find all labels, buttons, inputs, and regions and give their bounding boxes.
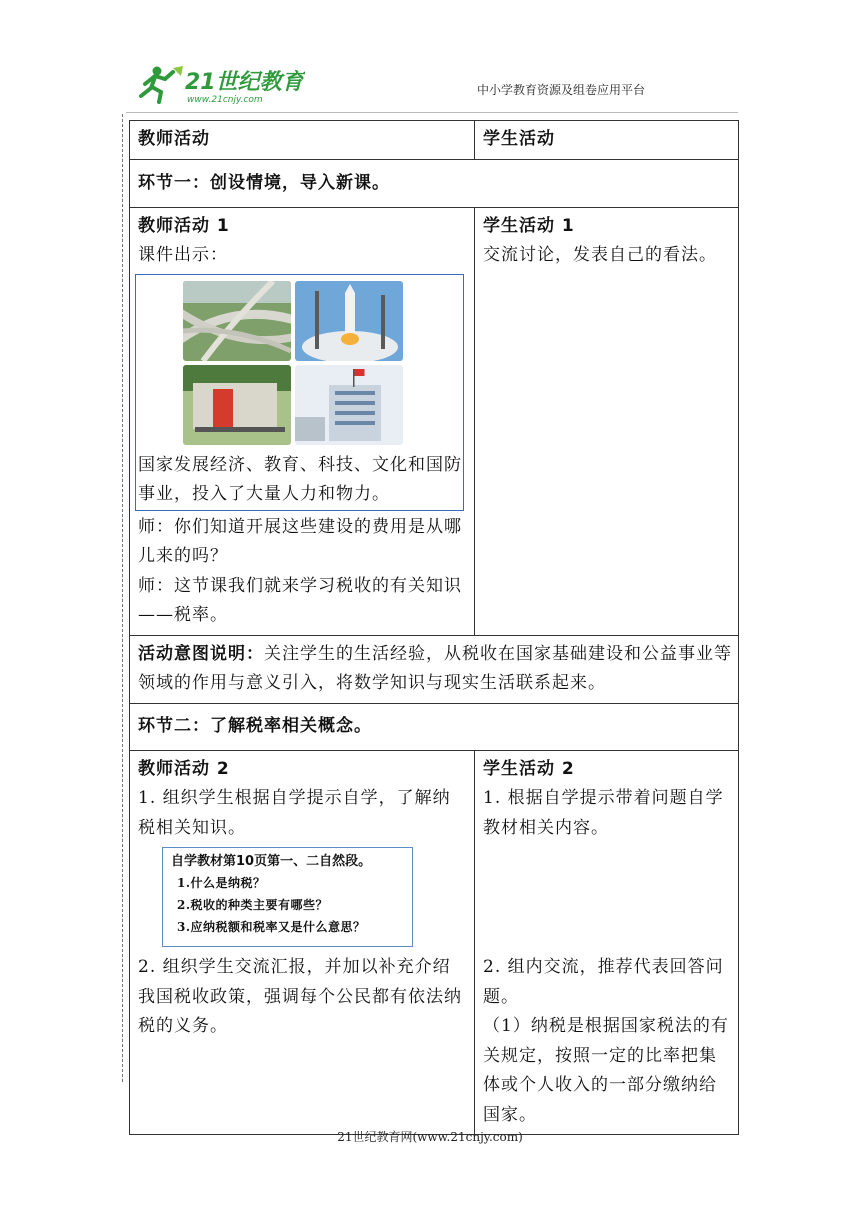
student-activity-2 xyxy=(475,750,739,1135)
svg-text:www.21cnjy.com: www.21cnjy.com xyxy=(187,95,263,105)
courseware-frame xyxy=(135,274,464,511)
self-study-tip-box xyxy=(162,847,413,947)
runner-icon xyxy=(141,66,183,102)
teacher-activity-2-title: 教师活动 2 xyxy=(138,758,230,779)
student-activity-2-step-2: 2. 组内交流，推荐代表回答问题。 xyxy=(483,957,724,1007)
teacher-question-2: 师：这节课我们就来学习税收的有关知识——税率。 xyxy=(138,575,462,625)
student-activity-1-title: 学生活动 1 xyxy=(483,215,575,236)
tip-question-3: 3.应纳税额和税率又是什么意思？ xyxy=(177,920,366,934)
binding-line xyxy=(122,114,124,1082)
courseware-label: 课件出示： xyxy=(138,245,228,265)
teacher-column-header: 教师活动 xyxy=(130,121,475,160)
page-footer[interactable]: 21世纪教育网(www.21cnjy.com) xyxy=(337,1130,523,1144)
student-column-header: 学生活动 xyxy=(475,121,739,160)
lesson-table xyxy=(129,120,739,1135)
spacer xyxy=(483,843,732,953)
intent-label: 活动意图说明： xyxy=(138,643,264,664)
highway-interchange-image xyxy=(183,281,291,361)
rocket-launch-image xyxy=(295,281,403,361)
student-activity-1-text: 交流讨论，发表自己的看法。 xyxy=(483,245,717,265)
platform-name: 中小学教育资源及组卷应用平台 xyxy=(476,83,645,97)
student-activity-2-step-1: 1. 根据自学提示带着问题自学教材相关内容。 xyxy=(483,788,724,838)
school-building-image xyxy=(295,365,403,445)
student-activity-1 xyxy=(475,207,739,635)
brand-logo[interactable] xyxy=(135,62,305,106)
student-activity-2-title: 学生活动 2 xyxy=(483,758,575,779)
courseware-caption: 国家发展经济、教育、科技、文化和国防事业，投入了大量人力和物力。 xyxy=(138,454,462,504)
activity-intent xyxy=(130,635,739,703)
tip-question-1: 1.什么是纳税？ xyxy=(177,876,266,890)
stage-two-heading: 环节二：了解税率相关概念。 xyxy=(130,703,739,750)
header-divider xyxy=(126,112,738,113)
tip-title: 自学教材第10页第一、二自然段。 xyxy=(171,854,372,869)
tip-question-2: 2.税收的种类主要有哪些？ xyxy=(177,898,329,912)
stage-one-heading: 环节一：创设情境，导入新课。 xyxy=(130,159,739,207)
teacher-activity-2-step-1: 1. 组织学生根据自学提示自学，了解纳税相关知识。 xyxy=(138,788,451,838)
container-school-image xyxy=(183,365,291,445)
teacher-activity-2 xyxy=(130,750,475,1135)
student-activity-2-answer-1: （1）纳税是根据国家税法的有关规定，按照一定的比率把集体或个人收入的一部分缴纳给国家。 xyxy=(483,1016,729,1125)
intent-text: 关注学生的生活经验，从税收在国家基础建设和公益事业等领域的作用与意义引入，将数学知识与现实生活联系起来。 xyxy=(138,643,732,693)
teacher-activity-1-title: 教师活动 1 xyxy=(138,215,230,236)
teacher-activity-1 xyxy=(130,207,475,635)
teacher-activity-2-step-2: 2. 组织学生交流汇报，并加以补充介绍我国税收政策，强调每个公民都有依法纳税的义务。 xyxy=(138,957,462,1036)
photo-grid xyxy=(183,281,463,445)
svg-text:21世纪教育: 21世纪教育 xyxy=(185,70,304,95)
teacher-question-1: 师：你们知道开展这些建设的费用是从哪儿来的吗？ xyxy=(138,516,462,566)
page-header xyxy=(135,62,740,112)
